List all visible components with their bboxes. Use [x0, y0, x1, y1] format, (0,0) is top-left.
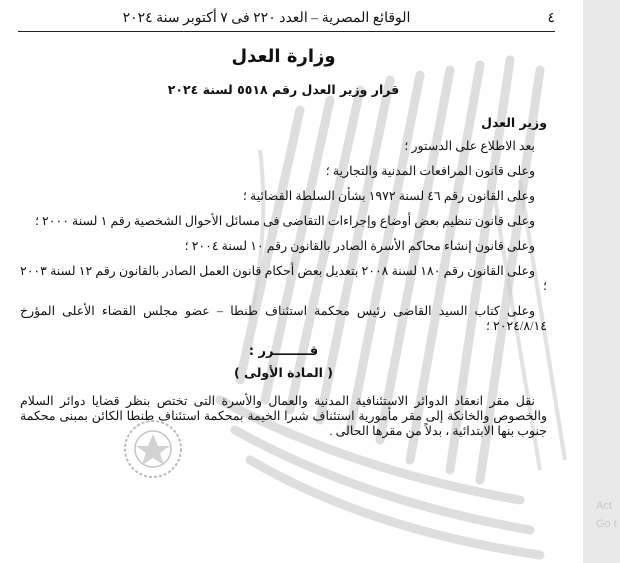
preamble-item: وعلى قانون إنشاء محاكم الأسرة الصادر بالقانون رقم ١٠ لسنة ٢٠٠٤ ؛ — [184, 239, 535, 253]
article-heading: ( المادة الأولى ) — [233, 365, 334, 380]
activation-watermark-text: Act — [596, 500, 612, 512]
preamble-item: بعد الاطلاع على الدستور ؛ — [404, 139, 535, 153]
gazette-title: الوقائع المصرية – العدد ٢٢٠ فى ٧ أكتوبر سنة ٢٠٢٤ — [122, 11, 411, 26]
document-body — [20, 46, 547, 449]
ministry-title: وزارة العدل — [231, 46, 336, 67]
decides-heading: قــــــــرر : — [248, 344, 319, 359]
article-paragraph: نقل مقر انعقاد الدوائر الاستئنافية المدنية والعمال والأسرة التى تختص بنظر قضايا دوائر السلام والخصوص والخانكة إلى مقر مأمورية استئناف شبرا الخيمة بمحكمة استئناف طنطا الكائن بمبنى محكمة جنوب بنها الابتدائية ، بدلاً من مقرها الحالى . — [20, 394, 547, 438]
preamble-item: وعلى القانون رقم ١٨٠ لسنة ٢٠٠٨ بتعديل بعض أحكام قانون العمل الصادر بالقانون رقم ١٢ لسنة ٢٠٠٣ ؛ — [20, 264, 547, 293]
header-rule — [18, 31, 555, 32]
preamble-item: وعلى قانون تنظيم بعض أوضاع وإجراءات التقاضى فى مسائل الأحوال الشخصية رقم ١ لسنة ٢٠٠٠ ؛ — [34, 214, 535, 228]
activation-watermark-text: Go t — [596, 518, 617, 530]
preamble-item: وعلى القانون رقم ٤٦ لسنة ١٩٧٢ بشأن السلطة القضائية ؛ — [242, 189, 535, 203]
decision-title: قرار وزير العدل رقم ٥٥١٨ لسنة ٢٠٢٤ — [167, 82, 400, 97]
preamble-item: وعلى كتاب السيد القاضى رئيس محكمة استئناف طنطا – عضو مجلس القضاء الأعلى المؤرخ ٢٠٢٤/٨/١٤ ؛ — [20, 304, 547, 333]
page-header — [18, 8, 555, 30]
page-number: ٤ — [547, 11, 555, 26]
minister-heading: وزير العدل — [481, 115, 547, 130]
preamble-item: وعلى قانون المرافعات المدنية والتجارية ؛ — [325, 164, 535, 178]
